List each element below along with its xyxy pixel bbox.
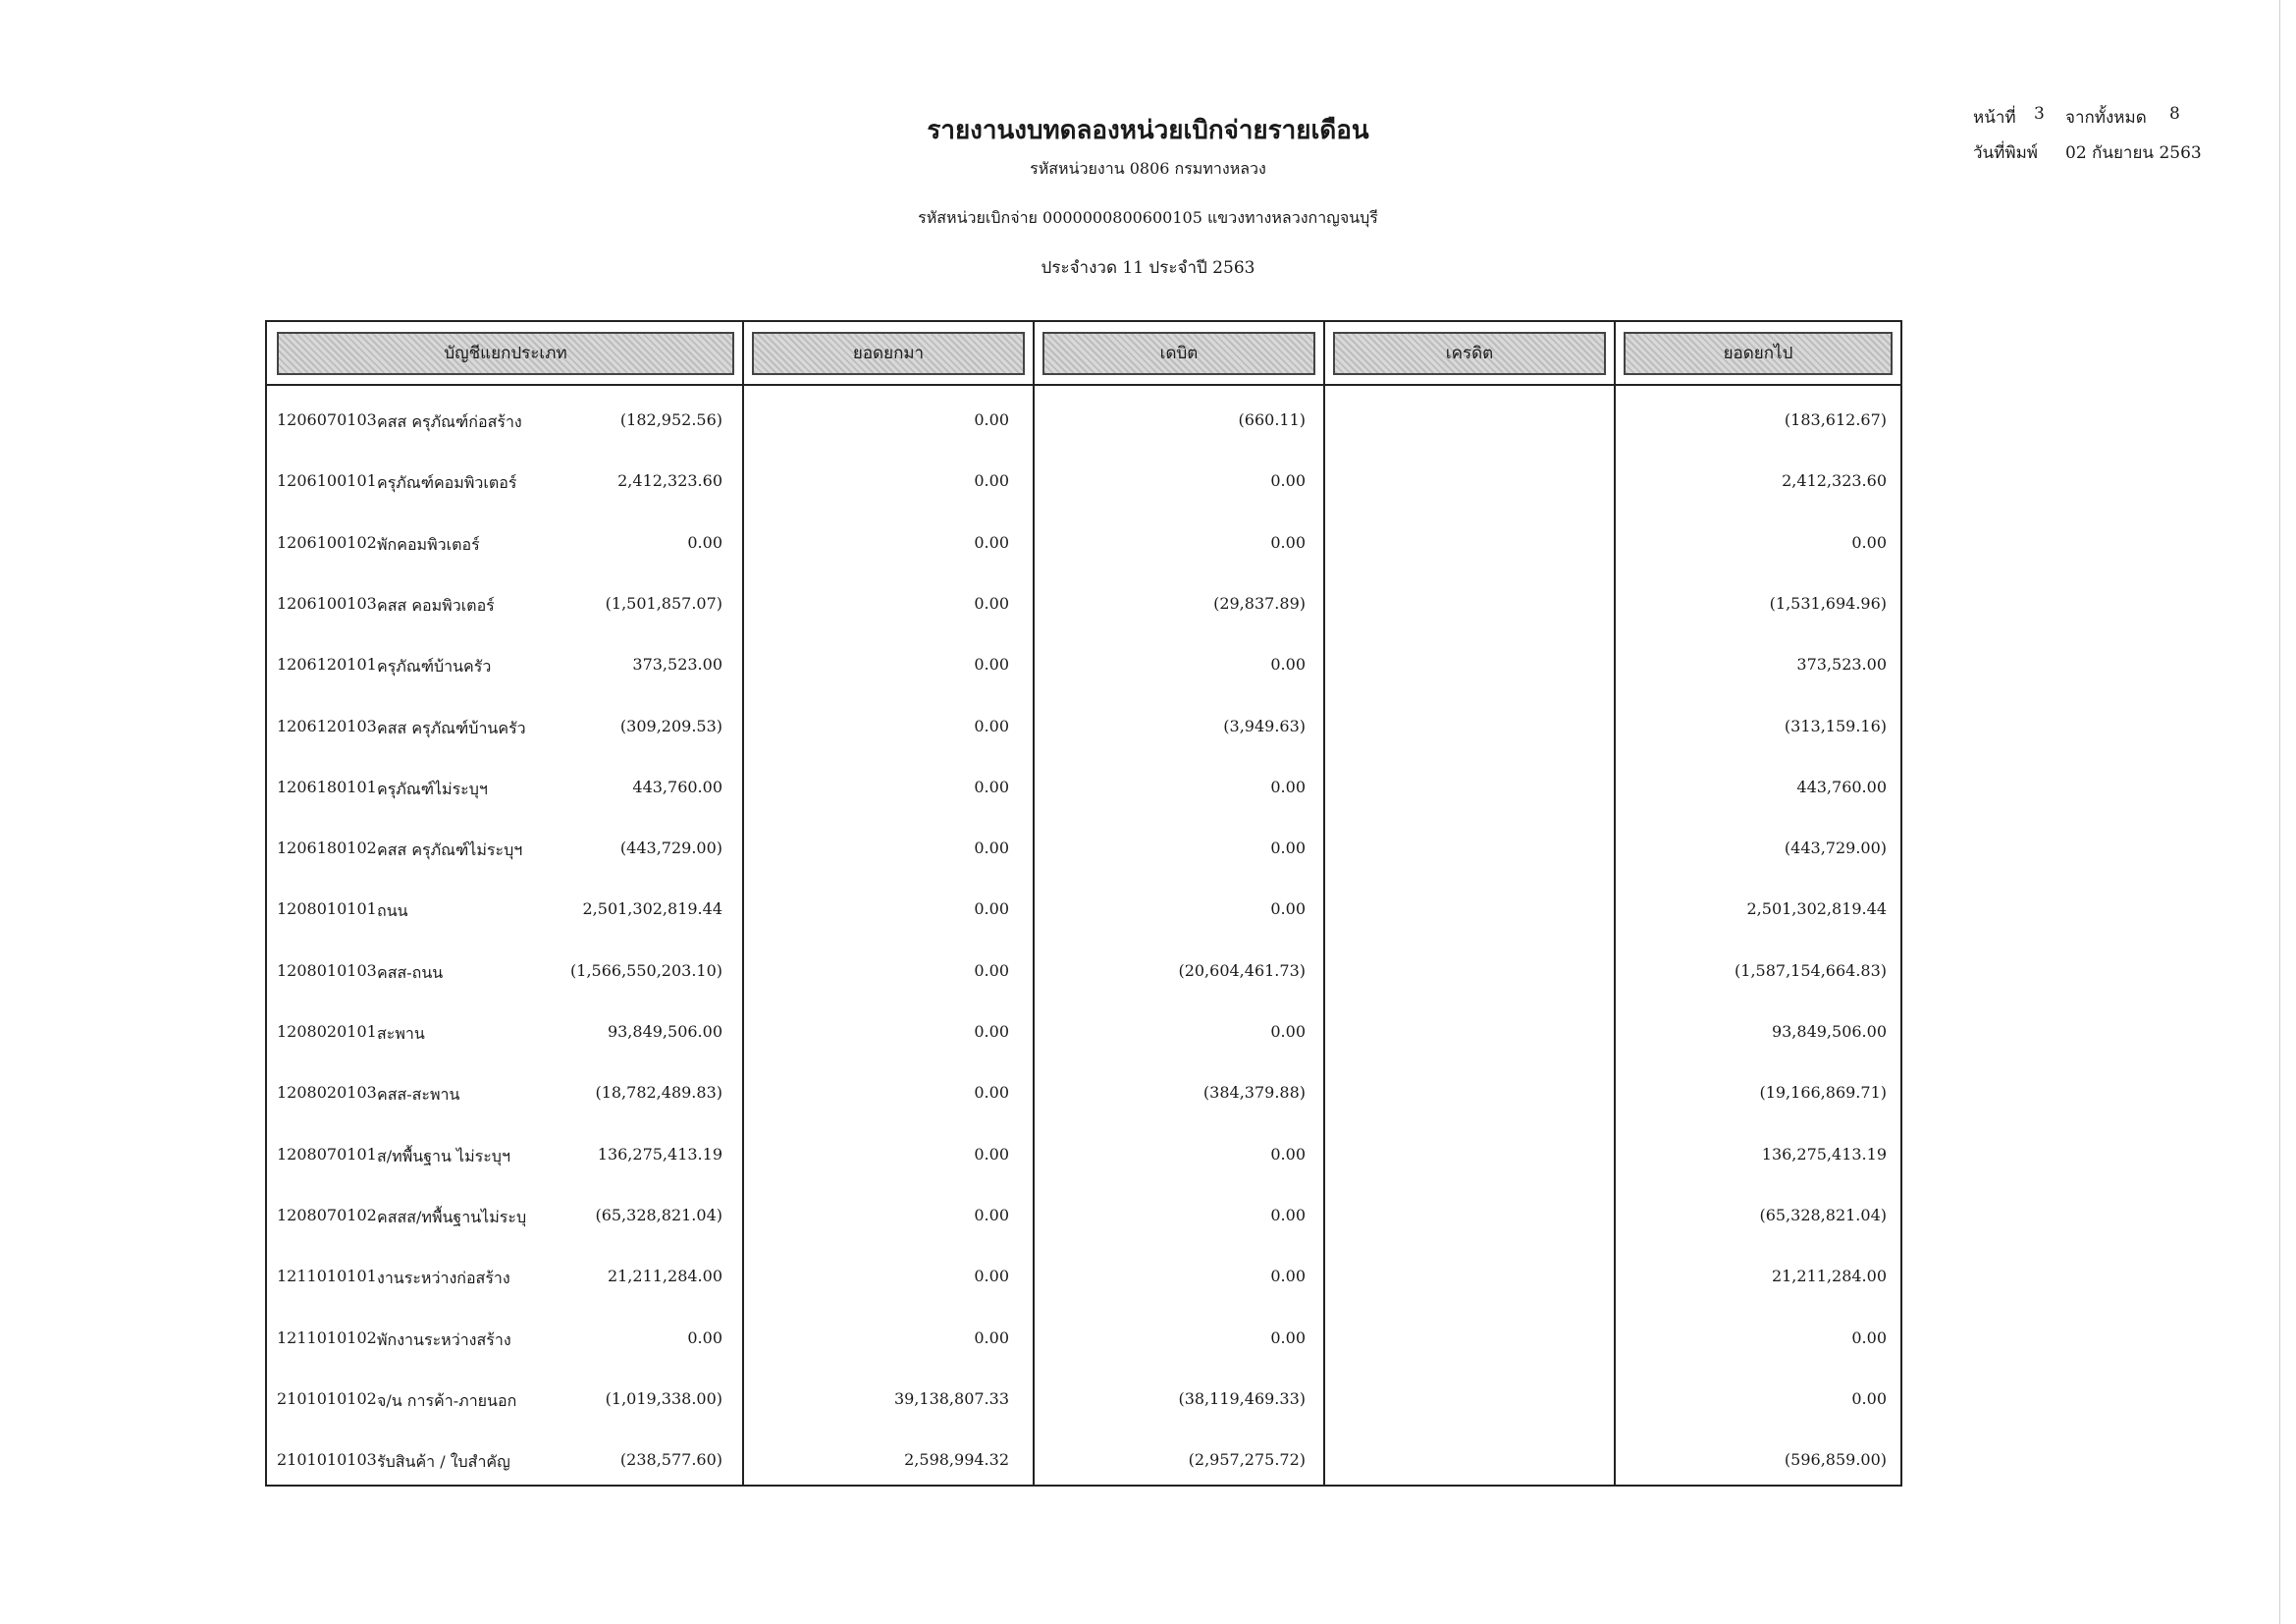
credit-amount: (384,379.88) <box>1202 1083 1306 1103</box>
brought-forward-amount: (443,729.00) <box>619 839 722 858</box>
carried-forward-amount: (313,159.16) <box>1784 716 1887 735</box>
disbursement-unit-line: รหัสหน่วยเบิกจ่าย 0000000800600105 แขวงทางหลวงกาญจนบุรี <box>918 208 1378 227</box>
debit-amount: 0.00 <box>974 1267 1009 1286</box>
debit-amount: 0.00 <box>974 899 1009 919</box>
table-row <box>267 951 1900 991</box>
debit-amount: 0.00 <box>974 1205 1009 1224</box>
agency-line: รหัสหน่วยงาน 0806 กรมทางหลวง <box>1030 159 1266 178</box>
account-name: งานระหว่างก่อสร้าง <box>377 1269 510 1288</box>
brought-forward-amount: (1,019,338.00) <box>605 1388 722 1408</box>
account-code: 1208070102 <box>277 1205 377 1224</box>
carried-forward-amount: 0.00 <box>1851 1388 1887 1408</box>
debit-amount: 0.00 <box>974 532 1009 552</box>
print-date-label: วันที่พิมพ์ <box>1973 143 2038 163</box>
table-row <box>267 1380 1900 1419</box>
debit-amount: 0.00 <box>974 716 1009 735</box>
account-name: คสส คอมพิวเตอร์ <box>377 595 495 615</box>
credit-amount: (2,957,275.72) <box>1188 1450 1306 1470</box>
account-name: คสส-สะพาน <box>377 1085 460 1105</box>
carried-forward-amount: (1,531,694.96) <box>1769 593 1887 613</box>
credit-amount: 0.00 <box>1270 655 1306 675</box>
account-code: 1206180102 <box>277 839 377 858</box>
account-name: ถนน <box>377 901 408 921</box>
carried-forward-amount: 373,523.00 <box>1796 655 1887 675</box>
carried-forward-amount: (183,612.67) <box>1784 410 1887 429</box>
table-row <box>267 890 1900 929</box>
brought-forward-amount: 21,211,284.00 <box>607 1267 722 1286</box>
header-divider <box>267 384 1900 386</box>
brought-forward-amount: (65,328,821.04) <box>595 1205 722 1224</box>
brought-forward-amount: 0.00 <box>687 532 722 552</box>
credit-amount: 0.00 <box>1270 1267 1306 1286</box>
carried-forward-amount: (65,328,821.04) <box>1759 1205 1887 1224</box>
page-label: หน้าที่ <box>1973 108 2016 128</box>
brought-forward-amount: (1,501,857.07) <box>605 593 722 613</box>
debit-amount: 39,138,807.33 <box>893 1388 1009 1408</box>
account-code: 2101010102 <box>277 1388 377 1408</box>
trial-balance-table <box>265 320 1902 1487</box>
account-name: ครุภัณฑ์บ้านครัว <box>377 657 492 677</box>
credit-amount: (20,604,461.73) <box>1178 960 1306 980</box>
brought-forward-amount: 93,849,506.00 <box>607 1022 722 1041</box>
account-code: 1206120101 <box>277 655 377 675</box>
table-row <box>267 523 1900 563</box>
debit-amount: 2,598,994.32 <box>904 1450 1009 1470</box>
carried-forward-amount: (19,166,869.71) <box>1759 1083 1887 1103</box>
debit-amount: 0.00 <box>974 960 1009 980</box>
credit-amount: (3,949.63) <box>1223 716 1306 735</box>
carried-forward-amount: 136,275,413.19 <box>1761 1144 1887 1164</box>
carried-forward-amount: 2,501,302,819.44 <box>1746 899 1887 919</box>
account-code: 1211010102 <box>277 1327 377 1347</box>
table-row <box>267 829 1900 868</box>
brought-forward-amount: (18,782,489.83) <box>595 1083 722 1103</box>
table-row <box>267 1319 1900 1358</box>
credit-amount: 0.00 <box>1270 1144 1306 1164</box>
debit-amount: 0.00 <box>974 593 1009 613</box>
brought-forward-amount: 0.00 <box>687 1327 722 1347</box>
account-name: สะพาน <box>377 1024 425 1043</box>
carried-forward-amount: 93,849,506.00 <box>1771 1022 1887 1041</box>
account-name: คสส ครุภัณฑ์บ้านครัว <box>377 718 526 737</box>
account-code: 2101010103 <box>277 1450 377 1470</box>
credit-amount: 0.00 <box>1270 899 1306 919</box>
table-row <box>267 1135 1900 1174</box>
account-code: 1208020101 <box>277 1022 377 1041</box>
account-name: พักคอมพิวเตอร์ <box>377 534 480 554</box>
account-code: 1208020103 <box>277 1083 377 1103</box>
total-pages: 8 <box>2169 104 2180 124</box>
account-code: 1206100102 <box>277 532 377 552</box>
debit-amount: 0.00 <box>974 655 1009 675</box>
debit-amount: 0.00 <box>974 410 1009 429</box>
account-code: 1211010101 <box>277 1267 377 1286</box>
column-header-credit: เครดิต <box>1333 332 1606 375</box>
debit-amount: 0.00 <box>974 1144 1009 1164</box>
account-name: คสสส/ทพื้นฐานไม่ระบุ <box>377 1207 527 1226</box>
account-name: ครุภัณฑ์ไม่ระบุฯ <box>377 779 488 798</box>
carried-forward-amount: (1,587,154,664.83) <box>1735 960 1887 980</box>
carried-forward-amount: 443,760.00 <box>1796 777 1887 796</box>
page-number: 3 <box>2034 104 2045 124</box>
credit-amount: 0.00 <box>1270 1327 1306 1347</box>
column-header-brought-forward: ยอดยกมา <box>752 332 1025 375</box>
table-row <box>267 1196 1900 1235</box>
scan-edge-line <box>2279 0 2280 1624</box>
account-name: จ/น การค้า-ภายนอก <box>377 1390 517 1410</box>
debit-amount: 0.00 <box>974 1327 1009 1347</box>
account-name: รับสินค้า / ใบสำคัญ <box>377 1452 510 1472</box>
credit-amount: 0.00 <box>1270 777 1306 796</box>
report-title: รายงานงบทดลองหน่วยเบิกจ่ายรายเดือน <box>927 116 1369 145</box>
table-row <box>267 1012 1900 1052</box>
debit-amount: 0.00 <box>974 471 1009 491</box>
debit-amount: 0.00 <box>974 1083 1009 1103</box>
brought-forward-amount: 373,523.00 <box>632 655 722 675</box>
table-row <box>267 707 1900 746</box>
account-name: คสส-ถนน <box>377 962 444 982</box>
account-name: พักงานระหว่างสร้าง <box>377 1329 511 1349</box>
brought-forward-amount: 136,275,413.19 <box>597 1144 722 1164</box>
brought-forward-amount: 2,412,323.60 <box>617 471 722 491</box>
brought-forward-amount: (309,209.53) <box>619 716 722 735</box>
credit-amount: 0.00 <box>1270 1022 1306 1041</box>
column-header-debit: เดบิต <box>1042 332 1315 375</box>
account-code: 1206100103 <box>277 593 377 613</box>
of-label: จากทั้งหมด <box>2065 108 2147 128</box>
account-name: ส/ทพื้นฐาน ไม่ระบุฯ <box>377 1146 510 1165</box>
carried-forward-amount: 0.00 <box>1851 532 1887 552</box>
account-code: 1206100101 <box>277 471 377 491</box>
credit-amount: 0.00 <box>1270 532 1306 552</box>
account-code: 1206070103 <box>277 410 377 429</box>
account-name: ครุภัณฑ์คอมพิวเตอร์ <box>377 473 517 493</box>
table-row <box>267 768 1900 807</box>
account-name: คสส ครุภัณฑ์ก่อสร้าง <box>377 412 522 431</box>
column-header-carried-forward: ยอดยกไป <box>1624 332 1893 375</box>
debit-amount: 0.00 <box>974 839 1009 858</box>
brought-forward-amount: 2,501,302,819.44 <box>582 899 722 919</box>
table-row <box>267 401 1900 440</box>
brought-forward-amount: (238,577.60) <box>619 1450 722 1470</box>
account-code: 1208070101 <box>277 1144 377 1164</box>
column-header-account: บัญชีแยกประเภท <box>277 332 734 375</box>
account-code: 1208010101 <box>277 899 377 919</box>
brought-forward-amount: (182,952.56) <box>619 410 722 429</box>
period-line: ประจำงวด 11 ประจำปี 2563 <box>1041 258 1255 278</box>
credit-amount: (660.11) <box>1238 410 1306 429</box>
table-row <box>267 1073 1900 1112</box>
account-code: 1208010103 <box>277 960 377 980</box>
credit-amount: 0.00 <box>1270 839 1306 858</box>
carried-forward-amount: 21,211,284.00 <box>1771 1267 1887 1286</box>
account-name: คสส ครุภัณฑ์ไม่ระบุฯ <box>377 840 523 860</box>
debit-amount: 0.00 <box>974 1022 1009 1041</box>
brought-forward-amount: (1,566,550,203.10) <box>570 960 722 980</box>
account-code: 1206120103 <box>277 716 377 735</box>
table-row <box>267 584 1900 623</box>
table-row <box>267 1257 1900 1296</box>
credit-amount: 0.00 <box>1270 1205 1306 1224</box>
print-date: 02 กันยายน 2563 <box>2065 143 2202 163</box>
table-row <box>267 1440 1900 1480</box>
table-row <box>267 461 1900 501</box>
carried-forward-amount: 0.00 <box>1851 1327 1887 1347</box>
carried-forward-amount: (443,729.00) <box>1784 839 1887 858</box>
table-row <box>267 645 1900 684</box>
carried-forward-amount: (596,859.00) <box>1784 1450 1887 1470</box>
credit-amount: 0.00 <box>1270 471 1306 491</box>
debit-amount: 0.00 <box>974 777 1009 796</box>
account-code: 1206180101 <box>277 777 377 796</box>
brought-forward-amount: 443,760.00 <box>632 777 722 796</box>
credit-amount: (38,119,469.33) <box>1178 1388 1306 1408</box>
carried-forward-amount: 2,412,323.60 <box>1782 471 1887 491</box>
credit-amount: (29,837.89) <box>1213 593 1306 613</box>
